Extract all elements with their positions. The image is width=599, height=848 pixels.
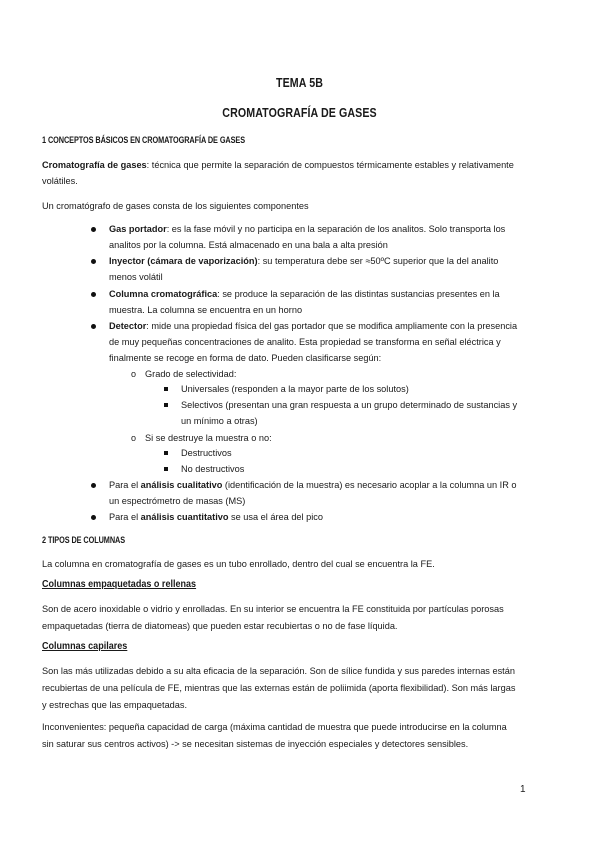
bullet-prefix: Para el: [109, 512, 141, 522]
sublist-selectividad: Grado de selectividad:: [145, 369, 237, 379]
circle-bullet-icon: o: [131, 433, 137, 443]
definition-cont: volátiles.: [42, 176, 78, 186]
circle-bullet-icon: o: [131, 369, 137, 379]
bullet-text: : se produce la separación de las distintas sustancias presentes en la: [217, 289, 500, 299]
bullet-text-cont: muestra. La columna se encuentra en un horno: [109, 305, 303, 315]
paragraph-capilares-cont: y estrechas que las empaquetadas.: [42, 700, 188, 710]
bullet-text: : su temperatura debe ser ≈50ºC superior que la del analito: [257, 256, 499, 266]
bullet-cuantitativo: [109, 509, 323, 525]
bullet-term: Gas portador: [109, 224, 167, 234]
bullet-prefix: Para el: [109, 480, 141, 490]
bullet-text-cont: finalmente se recoge en forma de dato. Pueden clasificarse según:: [109, 353, 382, 363]
bullet-text: (identificación de la muestra) es necesario acoplar a la columna un IR o: [222, 480, 517, 490]
title-main: CROMATOGRAFÍA DE GASES: [222, 105, 377, 120]
bullet-text-cont: menos volátil: [109, 272, 163, 282]
bullet-text-cont: un espectrómetro de masas (MS): [109, 496, 246, 506]
paragraph-empaquetadas-cont: empaquetadas (tierra de diatomeas) que pueden estar recubiertas o no de fase líquida.: [42, 621, 398, 631]
definition-text: : técnica que permite la separación de compuestos térmicamente estables y relativamente: [146, 160, 514, 170]
square-bullet-icon: [164, 451, 168, 455]
bullet-cualitativo: [109, 477, 517, 493]
paragraph-inconvenientes: Inconvenientes: pequeña capacidad de carga (máxima cantidad de muestra que puede introducirse en la columna: [42, 722, 507, 732]
definition: [42, 157, 514, 173]
bullet-term: Inyector (cámara de vaporización): [109, 256, 258, 266]
sublist-destructivos: Destructivos: [181, 448, 232, 458]
bullet-icon: [91, 483, 96, 488]
bullet-icon: [91, 227, 96, 232]
bullet-term: Detector: [109, 321, 147, 331]
sublist-universales: Universales (responden a la mayor parte de los solutos): [181, 384, 409, 394]
bullet-icon: [91, 292, 96, 297]
bullet-columna: [109, 286, 500, 302]
sublist-no-destructivos: No destructivos: [181, 464, 245, 474]
sublist-destruye: Si se destruye la muestra o no:: [145, 433, 272, 443]
bullet-text: se usa el área del pico: [228, 512, 323, 522]
bullet-text-cont: de muy pequeñas concentraciones de analito. Esta propiedad se transforma en señal eléctrica y: [109, 337, 501, 347]
bullet-term: análisis cuantitativo: [140, 512, 229, 522]
sublist-selectivos: Selectivos (presentan una gran respuesta a un grupo determinado de sustancias y: [181, 400, 518, 410]
page-number: 1: [520, 784, 526, 795]
bullet-inyector: [109, 253, 498, 269]
bullet-detector: [109, 318, 517, 334]
square-bullet-icon: [164, 467, 168, 471]
bullet-icon: [91, 324, 96, 329]
bullet-text: : es la fase móvil y no participa en la separación de los analitos. Solo transporta los: [166, 224, 506, 234]
subheading-capilares: Columnas capilares: [42, 640, 128, 652]
square-bullet-icon: [164, 387, 168, 391]
paragraph-columna: La columna en cromatografía de gases es un tubo enrollado, dentro del cual se encuentra la FE.: [42, 559, 435, 569]
bullet-text: : mide una propiedad física del gas portador que se modifica ampliamente con la presencia: [146, 321, 518, 331]
bullet-icon: [91, 515, 96, 520]
paragraph-capilares-cont: recubiertas de una película de FE, mientras que las externas están de poliimida (aporta flexibilidad). Son más largas: [42, 683, 516, 693]
bullet-gas-portador: [109, 221, 505, 237]
paragraph-empaquetadas: Son de acero inoxidable o vidrio y enrolladas. En su interior se encuentra la FE constituida por partículas porosas: [42, 604, 504, 614]
bullet-term: Columna cromatográfica: [109, 289, 218, 299]
bullet-term: análisis cualitativo: [140, 480, 223, 490]
paragraph-capilares: Son las más utilizadas debido a su alta eficacia de la separación. Son de sílice fundida y sus paredes internas están: [42, 666, 515, 676]
sublist-selectivos-cont: un mínimo a otras): [181, 416, 258, 426]
square-bullet-icon: [164, 403, 168, 407]
section-heading-1: 1 CONCEPTOS BÁSICOS EN CROMATOGRAFÍA DE GASES: [42, 134, 246, 145]
title-tema: TEMA 5B: [276, 75, 323, 90]
bullet-icon: [91, 259, 96, 264]
definition-term: Cromatografía de gases: [42, 160, 147, 170]
subheading-empaquetadas: Columnas empaquetadas o rellenas: [42, 578, 197, 590]
paragraph-inconvenientes-cont: sin saturar sus centros activos) -> se necesitan sistemas de inyección especiales y detectores sensibles.: [42, 739, 469, 749]
section-heading-2: 2 TIPOS DE COLUMNAS: [42, 534, 126, 545]
bullet-text-cont: analitos por la columna. Está almacenado en una bala a alta presión: [109, 240, 388, 250]
intro-paragraph: Un cromatógrafo de gases consta de los siguientes componentes: [42, 201, 309, 211]
